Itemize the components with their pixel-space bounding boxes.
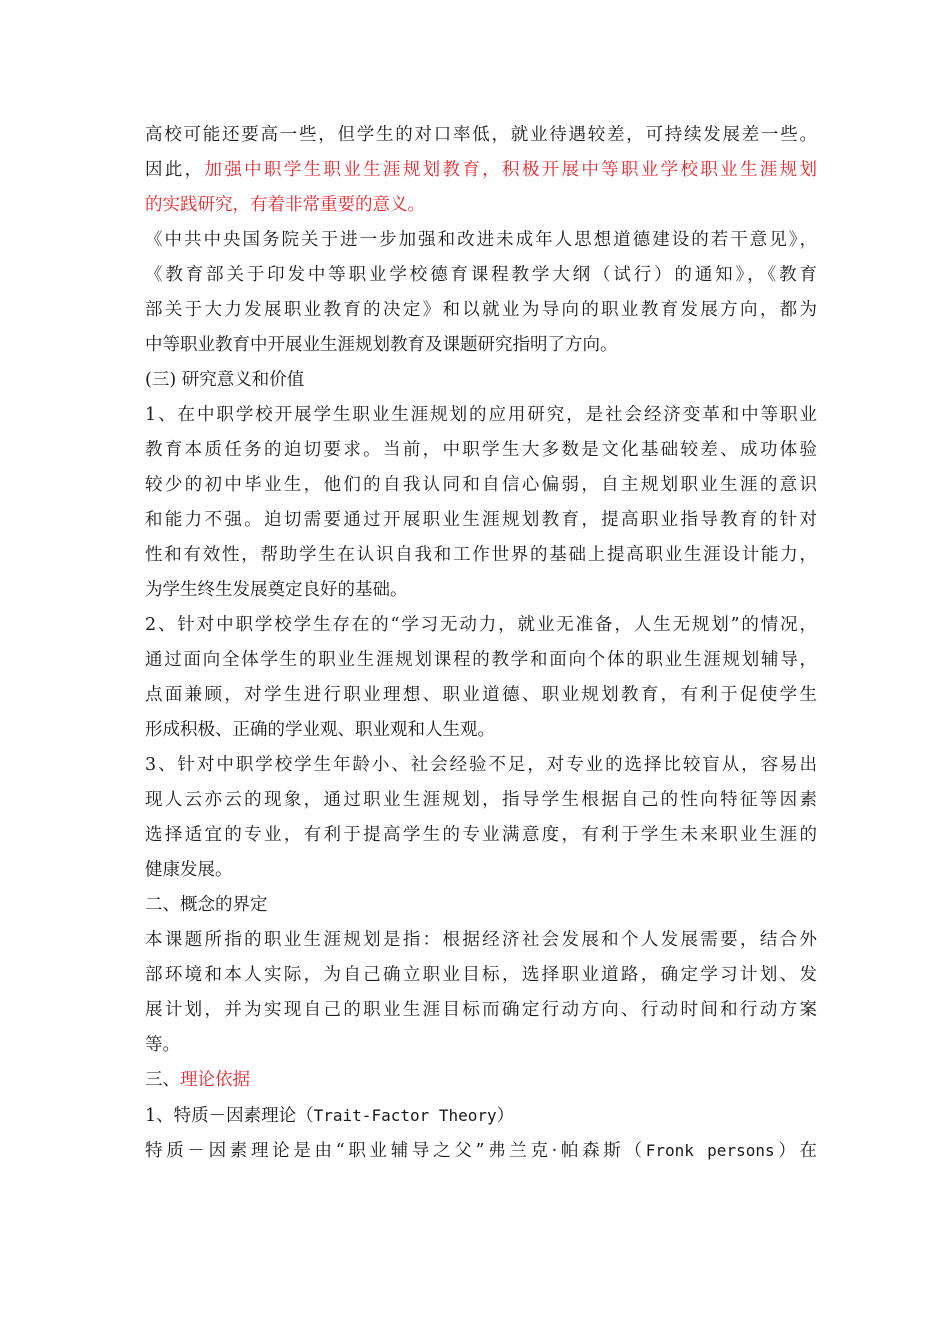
text-span: 现人云亦云的现象，通过职业生涯规划，指导学生根据自己的性向特征等因素 <box>145 790 817 810</box>
text-span: 2、针对中职学校学生存在的“学习无动力，就业无准备，人生无规划”的情况， <box>145 615 817 635</box>
text-line <box>145 1063 817 1098</box>
text-line <box>145 923 817 958</box>
text-line <box>145 468 817 503</box>
text-line <box>145 363 817 398</box>
text-line <box>145 643 817 678</box>
text-span: 展计划，并为实现自己的职业生涯目标而确定行动方向、行动时间和行动方案 <box>145 1000 817 1020</box>
text-span: 选择适宜的专业，有利于提高学生的专业满意度，有利于学生未来职业生涯的 <box>145 825 817 845</box>
text-line <box>145 223 817 258</box>
text-span: 3、针对中职学校学生年龄小、社会经验不足，对专业的选择比较盲从，容易出 <box>145 755 817 775</box>
text-span: 等。 <box>145 1035 180 1055</box>
text-line <box>145 503 817 538</box>
text-line <box>145 258 817 293</box>
text-line <box>145 748 817 783</box>
text-line <box>145 853 817 888</box>
text-span: 中等职业教育中开展业生涯规划教育及课题研究指明了方向。 <box>145 335 618 355</box>
highlighted-text: 加强中职学生职业生涯规划教育，积极开展中等职业学校职业生涯规划 <box>204 160 817 180</box>
text-span: 二、概念的界定 <box>145 895 268 915</box>
text-span: 《中共中央国务院关于进一步加强和改进未成年人思想道德建设的若干意见》， <box>145 230 817 250</box>
text-line <box>145 328 817 363</box>
text-span: 健康发展。 <box>145 860 233 880</box>
text-span: (三) 研究意义和价值 <box>145 370 305 390</box>
text-line <box>145 958 817 993</box>
text-line <box>145 398 817 433</box>
text-span: 1、特质－因素理论（ <box>145 1106 314 1126</box>
text-line <box>145 153 817 188</box>
text-span: 部环境和本人实际，为自己确立职业目标，选择职业道路，确定学习计划、发 <box>145 965 817 985</box>
text-line <box>145 573 817 608</box>
text-line <box>145 118 817 153</box>
text-span: Trait-Factor Theory <box>313 1106 497 1125</box>
text-span: 为学生终生发展奠定良好的基础。 <box>145 580 408 600</box>
text-line <box>145 818 817 853</box>
text-span: 形成积极、正确的学业观、职业观和人生观。 <box>145 720 495 740</box>
document-body <box>145 118 817 1168</box>
text-span: 本课题所指的职业生涯规划是指：根据经济社会发展和个人发展需要，结合外 <box>145 930 817 950</box>
text-line <box>145 713 817 748</box>
text-line <box>145 1098 817 1133</box>
text-line <box>145 888 817 923</box>
text-span: 通过面向全体学生的职业生涯规划课程的教学和面向个体的职业生涯规划辅导， <box>145 650 817 670</box>
text-span: 和能力不强。迫切需要通过开展职业生涯规划教育，提高职业指导教育的针对 <box>145 510 817 530</box>
text-line <box>145 433 817 468</box>
text-span: 因此， <box>145 160 205 180</box>
text-span: 1、在中职学校开展学生职业生涯规划的应用研究，是社会经济变革和中等职业 <box>145 405 817 425</box>
text-line <box>145 538 817 573</box>
text-line <box>145 293 817 328</box>
text-span: 特质－因素理论是由“职业辅导之父”弗兰克·帕森斯（ <box>145 1141 646 1161</box>
text-line <box>145 188 817 223</box>
text-span: 点面兼顾，对学生进行职业理想、职业道德、职业规划教育，有利于促使学生 <box>145 685 817 705</box>
text-line <box>145 608 817 643</box>
text-span: 性和有效性，帮助学生在认识自我和工作世界的基础上提高职业生涯设计能力， <box>145 545 817 565</box>
highlighted-text: 理论依据 <box>180 1070 250 1090</box>
text-span: 高校可能还要高一些，但学生的对口率低，就业待遇较差，可持续发展差一些。 <box>145 125 817 145</box>
text-line <box>145 783 817 818</box>
text-span: Fronk persons <box>645 1141 775 1160</box>
text-span: ）在 <box>774 1141 817 1161</box>
text-span: 部关于大力发展职业教育的决定》和以就业为导向的职业教育发展方向，都为 <box>145 300 817 320</box>
text-line <box>145 1133 817 1168</box>
text-span: 较少的初中毕业生，他们的自我认同和自信心偏弱，自主规划职业生涯的意识 <box>145 475 817 495</box>
text-span: 《教育部关于印发中等职业学校德育课程教学大纲（试行）的通知》，《教育 <box>145 265 817 285</box>
text-line <box>145 1028 817 1063</box>
text-line <box>145 993 817 1028</box>
text-span: ） <box>496 1106 515 1126</box>
text-span: 教育本质任务的迫切要求。当前，中职学生大多数是文化基础较差、成功体验 <box>145 440 817 460</box>
text-span: 三、 <box>145 1070 180 1090</box>
text-line <box>145 678 817 713</box>
highlighted-text: 的实践研究，有着非常重要的意义。 <box>145 195 425 215</box>
